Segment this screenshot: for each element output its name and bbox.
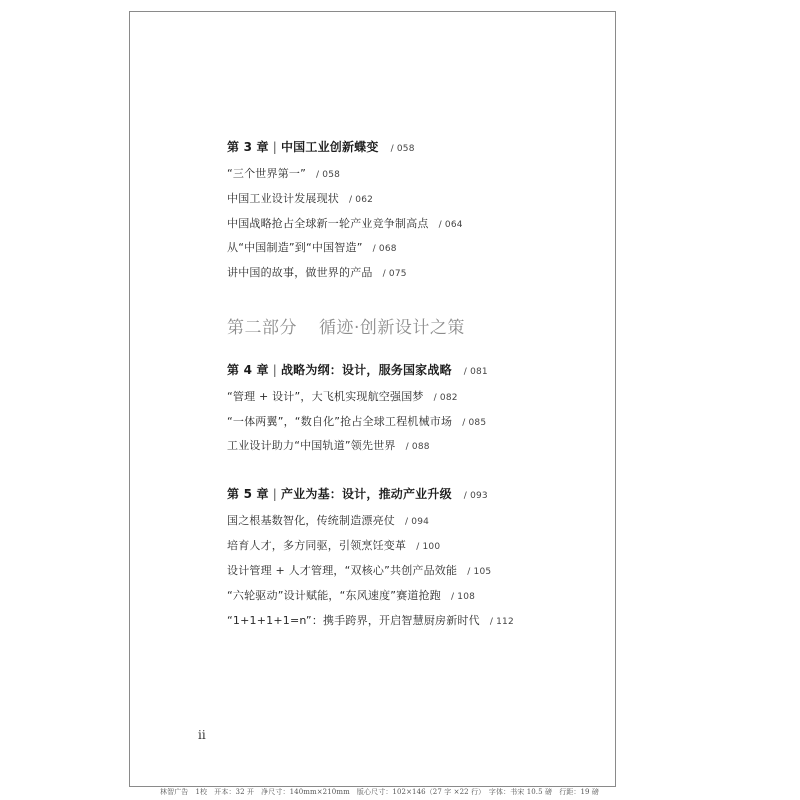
part-2-title: 循迹·创新设计之策 xyxy=(319,318,465,338)
chapter-4-heading xyxy=(227,361,488,378)
toc-entry-text: “一体两翼”，“数自化”抢占全球工程机械市场 xyxy=(227,415,453,428)
chapter-divider: | xyxy=(272,487,277,501)
toc-entry xyxy=(227,437,430,453)
toc-entry-page: / 064 xyxy=(438,220,463,230)
toc-entry-page: / 094 xyxy=(405,517,430,527)
toc-entry-page: / 058 xyxy=(316,170,341,180)
chapter-3-label: 第 3 章 xyxy=(227,140,269,154)
toc-entry xyxy=(227,388,458,404)
chapter-3-heading xyxy=(227,138,415,155)
page-number: ii xyxy=(198,728,206,742)
toc-entry xyxy=(227,239,397,255)
toc-entry xyxy=(227,562,491,578)
toc-entry xyxy=(227,537,440,553)
toc-entry-text: “六轮驱动”设计赋能，“东风速度”赛道抢跑 xyxy=(227,589,441,602)
toc-entry-text: 从“中国制造”到“中国智造” xyxy=(227,241,363,254)
chapter-divider: | xyxy=(272,140,277,154)
chapter-4-title: 战略为纲：设计，服务国家战略 xyxy=(280,363,452,377)
toc-entry-text: “三个世界第一” xyxy=(227,167,306,180)
chapter-divider: | xyxy=(272,363,277,377)
chapter-5-label: 第 5 章 xyxy=(227,487,269,501)
toc-entry xyxy=(227,413,486,429)
chapter-5-title: 产业为基：设计，推动产业升级 xyxy=(280,487,452,501)
chapter-5-heading xyxy=(227,485,488,502)
toc-entry xyxy=(227,215,463,231)
chapter-4-label: 第 4 章 xyxy=(227,363,269,377)
toc-entry-page: / 100 xyxy=(416,542,441,552)
chapter-5-page: / 093 xyxy=(463,491,488,501)
chapter-3-page: / 058 xyxy=(390,144,415,154)
toc-entry-text: 中国战略抢占全球新一轮产业竞争制高点 xyxy=(227,217,429,230)
toc-entry-text: 工业设计助力“中国轨道”领先世界 xyxy=(227,439,396,452)
toc-entry-text: “管理 + 设计”，大飞机实现航空强国梦 xyxy=(227,390,424,403)
toc-entry-page: / 062 xyxy=(349,195,374,205)
toc-entry xyxy=(227,165,340,181)
toc-entry-text: 国之根基数智化，传统制造漂亮仗 xyxy=(227,514,395,527)
toc-entry xyxy=(227,264,407,280)
print-spec-footer: 林智广告 1校 开本：32 开 净尺寸：140mm×210mm 版心尺寸：102×146（27 字 ×22 行） 字体：书宋 10.5 磅 行距：19 磅 xyxy=(160,788,600,796)
toc-entry-page: / 082 xyxy=(433,393,458,403)
toc-entry xyxy=(227,512,429,528)
chapter-4-page: / 081 xyxy=(463,367,488,377)
chapter-3-title: 中国工业创新蝶变 xyxy=(280,140,379,154)
toc-entry-text: 培育人才，多方同驱，引领烹饪变革 xyxy=(227,539,407,552)
part-2-label: 第二部分 xyxy=(227,318,297,338)
toc-entry xyxy=(227,190,373,206)
part-2-heading xyxy=(227,313,465,338)
toc-entry-page: / 068 xyxy=(372,244,397,254)
toc-entry-page: / 112 xyxy=(489,617,514,627)
toc-entry-page: / 088 xyxy=(405,442,430,452)
toc-entry-text: 设计管理 + 人才管理，“双核心”共创产品效能 xyxy=(227,564,458,577)
toc-entry-page: / 105 xyxy=(467,567,492,577)
toc-entry-page: / 075 xyxy=(382,269,407,279)
toc-entry xyxy=(227,587,475,603)
toc-entry-text: 讲中国的故事，做世界的产品 xyxy=(227,266,373,279)
toc-entry-text: 中国工业设计发展现状 xyxy=(227,192,339,205)
toc-entry xyxy=(227,612,514,628)
toc-entry-page: / 085 xyxy=(462,418,487,428)
toc-entry-text: “1+1+1+1=n”：携手跨界，开启智慧厨房新时代 xyxy=(227,614,480,627)
toc-entry-page: / 108 xyxy=(451,592,476,602)
